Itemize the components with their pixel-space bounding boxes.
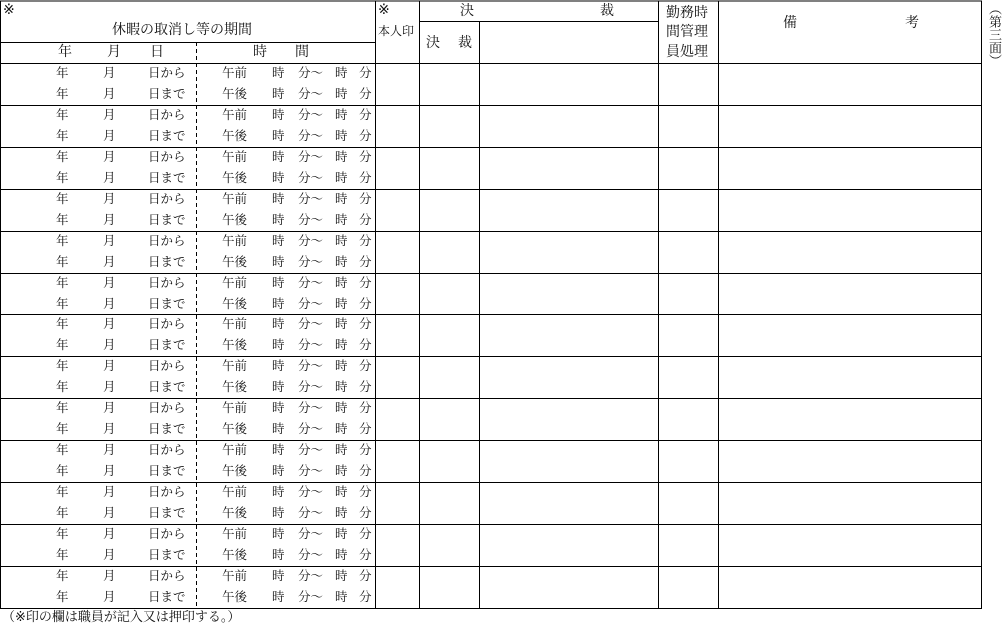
mark-symbol: ※: [3, 2, 15, 18]
minute-range-label: 分～: [298, 421, 324, 437]
year-label: 年: [56, 484, 69, 499]
year-label: 年: [56, 337, 69, 353]
minute-range-label: 分～: [298, 358, 324, 374]
minute-end-label: 分: [359, 65, 372, 80]
minute-range-label: 分～: [298, 295, 324, 311]
hour-label: 時: [272, 463, 285, 479]
ampm-label: 午前: [222, 316, 248, 332]
hour-label: 時: [272, 525, 285, 541]
hour-label: 時: [272, 316, 285, 332]
month-label: 月: [103, 232, 116, 248]
ampm-label: 午前: [222, 567, 248, 583]
minute-end-label: 分: [359, 232, 372, 248]
day-from-label: 日から: [148, 316, 186, 332]
month-label: 月: [103, 379, 116, 395]
month-label: 月: [103, 546, 116, 562]
month-label: 月: [103, 358, 116, 374]
month-label: 月: [103, 484, 116, 499]
year-label: 年: [56, 358, 69, 374]
day-to-label: 日まで: [148, 169, 186, 185]
minute-range-label: 分～: [298, 86, 324, 101]
hour-end-label: 時: [335, 379, 348, 395]
col-year: 年: [58, 44, 72, 60]
year-label: 年: [56, 546, 69, 562]
hour-label: 時: [272, 148, 285, 164]
remarks-right: 考: [905, 15, 919, 31]
month-label: 月: [103, 567, 116, 583]
month-label: 月: [103, 316, 116, 332]
kinmu-line2: 間管理: [666, 24, 708, 40]
minute-range-label: 分～: [298, 379, 324, 395]
day-from-label: 日から: [148, 525, 186, 541]
minute-range-label: 分～: [298, 442, 324, 458]
year-label: 年: [56, 442, 69, 458]
minute-range-label: 分～: [298, 567, 324, 583]
day-to-label: 日まで: [148, 86, 186, 101]
minute-end-label: 分: [359, 295, 372, 311]
month-label: 月: [103, 400, 116, 416]
hour-end-label: 時: [335, 86, 348, 101]
year-label: 年: [56, 169, 69, 185]
hour-label: 時: [272, 358, 285, 374]
hour-label: 時: [272, 484, 285, 499]
col-time: 時 間: [253, 44, 309, 60]
hour-label: 時: [272, 211, 285, 227]
minute-range-label: 分～: [298, 463, 324, 479]
hour-end-label: 時: [335, 358, 348, 374]
ampm-label: 午前: [222, 148, 248, 164]
seal-label: 本人印: [378, 24, 415, 38]
day-from-label: 日から: [148, 567, 186, 583]
ampm-label: 午後: [222, 421, 248, 437]
month-label: 月: [103, 211, 116, 227]
hour-label: 時: [272, 232, 285, 248]
minute-end-label: 分: [359, 546, 372, 562]
year-label: 年: [56, 190, 69, 206]
minute-end-label: 分: [359, 86, 372, 101]
month-label: 月: [103, 337, 116, 353]
minute-range-label: 分～: [298, 337, 324, 353]
hour-end-label: 時: [335, 169, 348, 185]
day-to-label: 日まで: [148, 127, 186, 143]
minute-range-label: 分～: [298, 190, 324, 206]
minute-end-label: 分: [359, 400, 372, 416]
hour-end-label: 時: [335, 546, 348, 562]
hour-end-label: 時: [335, 337, 348, 353]
ampm-label: 午後: [222, 463, 248, 479]
ampm-label: 午後: [222, 253, 248, 269]
ampm-label: 午前: [222, 484, 248, 499]
minute-end-label: 分: [359, 253, 372, 269]
hour-end-label: 時: [335, 400, 348, 416]
month-label: 月: [103, 588, 116, 604]
hour-end-label: 時: [335, 463, 348, 479]
year-label: 年: [56, 148, 69, 164]
minute-range-label: 分～: [298, 484, 324, 499]
month-label: 月: [103, 505, 116, 520]
minute-end-label: 分: [359, 484, 372, 499]
year-label: 年: [56, 588, 69, 604]
hour-end-label: 時: [335, 421, 348, 437]
year-label: 年: [56, 274, 69, 290]
year-label: 年: [56, 211, 69, 227]
minute-range-label: 分～: [298, 525, 324, 541]
approval-sub-left: 決: [426, 35, 440, 51]
day-to-label: 日まで: [148, 379, 186, 395]
day-from-label: 日から: [148, 232, 186, 248]
hour-label: 時: [272, 337, 285, 353]
day-from-label: 日から: [148, 442, 186, 458]
day-to-label: 日まで: [148, 337, 186, 353]
ampm-label: 午前: [222, 232, 248, 248]
ampm-label: 午後: [222, 588, 248, 604]
ampm-label: 午後: [222, 337, 248, 353]
ampm-label: 午後: [222, 127, 248, 143]
month-label: 月: [103, 463, 116, 479]
side-label: （第三面）: [986, 2, 1001, 67]
hour-label: 時: [272, 86, 285, 101]
hour-label: 時: [272, 65, 285, 80]
hour-end-label: 時: [335, 525, 348, 541]
minute-range-label: 分～: [298, 232, 324, 248]
day-to-label: 日まで: [148, 463, 186, 479]
minute-range-label: 分～: [298, 169, 324, 185]
minute-end-label: 分: [359, 358, 372, 374]
month-label: 月: [103, 253, 116, 269]
ampm-label: 午後: [222, 169, 248, 185]
hour-end-label: 時: [335, 484, 348, 499]
day-from-label: 日から: [148, 400, 186, 416]
kinmu-line3: 員処理: [666, 44, 708, 60]
col-day: 日: [150, 44, 164, 60]
ampm-label: 午後: [222, 505, 248, 520]
month-label: 月: [103, 525, 116, 541]
hour-label: 時: [272, 442, 285, 458]
day-to-label: 日まで: [148, 211, 186, 227]
ampm-label: 午前: [222, 190, 248, 206]
period-header: 休暇の取消し等の期間: [112, 22, 252, 38]
year-label: 年: [56, 253, 69, 269]
year-label: 年: [56, 127, 69, 143]
hour-end-label: 時: [335, 148, 348, 164]
year-label: 年: [56, 567, 69, 583]
day-from-label: 日から: [148, 274, 186, 290]
month-label: 月: [103, 442, 116, 458]
minute-end-label: 分: [359, 505, 372, 520]
minute-range-label: 分～: [298, 274, 324, 290]
day-to-label: 日まで: [148, 546, 186, 562]
remarks-left: 備: [783, 15, 797, 31]
year-label: 年: [56, 232, 69, 248]
minute-end-label: 分: [359, 148, 372, 164]
ampm-label: 午前: [222, 400, 248, 416]
ampm-label: 午前: [222, 65, 248, 80]
year-label: 年: [56, 316, 69, 332]
hour-label: 時: [272, 274, 285, 290]
month-label: 月: [103, 295, 116, 311]
minute-range-label: 分～: [298, 127, 324, 143]
year-label: 年: [56, 86, 69, 101]
day-to-label: 日まで: [148, 253, 186, 269]
year-label: 年: [56, 463, 69, 479]
month-label: 月: [103, 190, 116, 206]
year-label: 年: [56, 421, 69, 437]
hour-end-label: 時: [335, 65, 348, 80]
minute-range-label: 分～: [298, 211, 324, 227]
hour-label: 時: [272, 253, 285, 269]
month-label: 月: [103, 86, 116, 101]
year-label: 年: [56, 505, 69, 520]
hour-end-label: 時: [335, 442, 348, 458]
day-from-label: 日から: [148, 190, 186, 206]
hour-label: 時: [272, 567, 285, 583]
minute-range-label: 分～: [298, 546, 324, 562]
day-to-label: 日まで: [148, 421, 186, 437]
hour-end-label: 時: [335, 274, 348, 290]
minute-end-label: 分: [359, 211, 372, 227]
minute-end-label: 分: [359, 127, 372, 143]
minute-end-label: 分: [359, 169, 372, 185]
ampm-label: 午前: [222, 274, 248, 290]
month-label: 月: [103, 127, 116, 143]
year-label: 年: [56, 295, 69, 311]
hour-label: 時: [272, 127, 285, 143]
approval-sub-right: 裁: [458, 35, 472, 51]
hour-label: 時: [272, 190, 285, 206]
ampm-label: 午前: [222, 358, 248, 374]
hour-end-label: 時: [335, 505, 348, 520]
month-label: 月: [103, 169, 116, 185]
day-from-label: 日から: [148, 484, 186, 499]
hour-label: 時: [272, 400, 285, 416]
hour-end-label: 時: [335, 588, 348, 604]
day-to-label: 日まで: [148, 588, 186, 604]
hour-label: 時: [272, 546, 285, 562]
minute-range-label: 分～: [298, 253, 324, 269]
year-label: 年: [56, 525, 69, 541]
day-to-label: 日まで: [148, 295, 186, 311]
minute-end-label: 分: [359, 442, 372, 458]
hour-end-label: 時: [335, 127, 348, 143]
minute-range-label: 分～: [298, 588, 324, 604]
ampm-label: 午後: [222, 546, 248, 562]
hour-label: 時: [272, 421, 285, 437]
hour-end-label: 時: [335, 295, 348, 311]
month-label: 月: [103, 106, 116, 122]
minute-range-label: 分～: [298, 400, 324, 416]
day-from-label: 日から: [148, 358, 186, 374]
minute-end-label: 分: [359, 106, 372, 122]
hour-label: 時: [272, 295, 285, 311]
hour-end-label: 時: [335, 232, 348, 248]
footnote: （※印の欄は職員が記入又は押印する。）: [2, 610, 241, 625]
minute-end-label: 分: [359, 567, 372, 583]
hour-end-label: 時: [335, 316, 348, 332]
minute-range-label: 分～: [298, 316, 324, 332]
ampm-label: 午後: [222, 211, 248, 227]
hour-end-label: 時: [335, 190, 348, 206]
hour-label: 時: [272, 505, 285, 520]
col-month: 月: [107, 44, 121, 60]
year-label: 年: [56, 400, 69, 416]
minute-range-label: 分～: [298, 106, 324, 122]
minute-end-label: 分: [359, 337, 372, 353]
ampm-label: 午前: [222, 442, 248, 458]
minute-range-label: 分～: [298, 148, 324, 164]
approval-header-left: 決: [460, 3, 474, 19]
day-from-label: 日から: [148, 106, 186, 122]
minute-range-label: 分～: [298, 65, 324, 80]
hour-label: 時: [272, 169, 285, 185]
ampm-label: 午後: [222, 379, 248, 395]
minute-end-label: 分: [359, 463, 372, 479]
hour-end-label: 時: [335, 567, 348, 583]
kinmu-line1: 勤務時: [666, 5, 708, 21]
minute-end-label: 分: [359, 190, 372, 206]
year-label: 年: [56, 65, 69, 80]
hour-end-label: 時: [335, 106, 348, 122]
minute-end-label: 分: [359, 274, 372, 290]
month-label: 月: [103, 65, 116, 80]
year-label: 年: [56, 106, 69, 122]
year-label: 年: [56, 379, 69, 395]
minute-end-label: 分: [359, 316, 372, 332]
day-to-label: 日まで: [148, 505, 186, 520]
ampm-label: 午後: [222, 295, 248, 311]
minute-end-label: 分: [359, 421, 372, 437]
hour-label: 時: [272, 106, 285, 122]
minute-end-label: 分: [359, 379, 372, 395]
approval-header-right: 裁: [600, 3, 614, 19]
seal-mark: ※: [378, 2, 390, 18]
minute-end-label: 分: [359, 588, 372, 604]
ampm-label: 午前: [222, 525, 248, 541]
month-label: 月: [103, 148, 116, 164]
hour-label: 時: [272, 588, 285, 604]
ampm-label: 午後: [222, 86, 248, 101]
day-from-label: 日から: [148, 148, 186, 164]
hour-end-label: 時: [335, 211, 348, 227]
month-label: 月: [103, 274, 116, 290]
minute-range-label: 分～: [298, 505, 324, 520]
month-label: 月: [103, 421, 116, 437]
hour-end-label: 時: [335, 253, 348, 269]
ampm-label: 午前: [222, 106, 248, 122]
hour-label: 時: [272, 379, 285, 395]
minute-end-label: 分: [359, 525, 372, 541]
day-from-label: 日から: [148, 65, 186, 80]
